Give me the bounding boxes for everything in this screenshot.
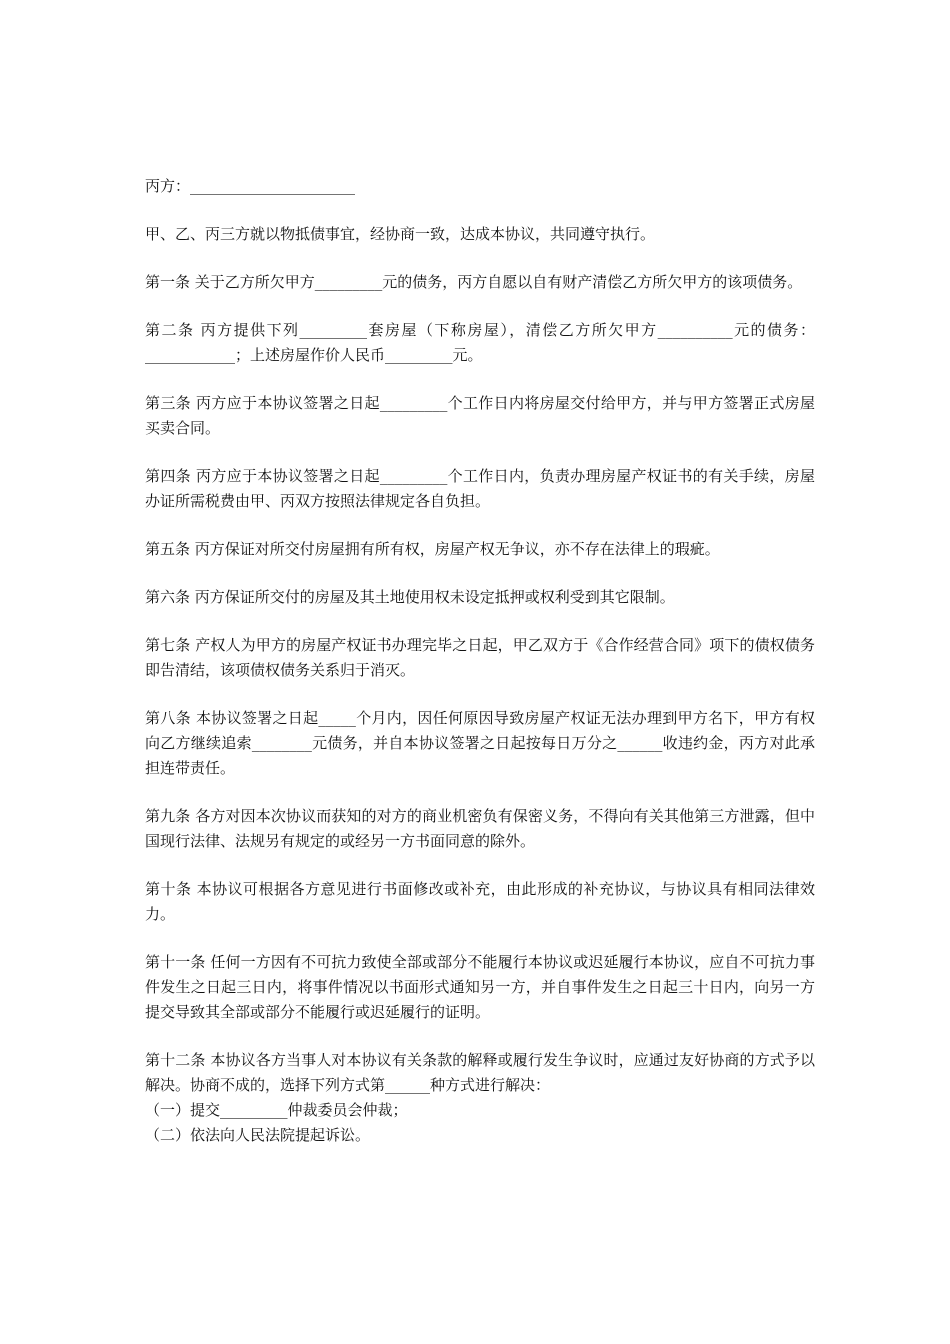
article-6: 第六条 丙方保证所交付的房屋及其土地使用权未设定抵押或权利受到其它限制。 (145, 588, 675, 606)
option-litigation: （二）依法向人民法院提起诉讼。 (145, 1126, 371, 1144)
party-c-line: 丙方：______________________ (145, 177, 356, 195)
article-11: 第十一条 任何一方因有不可抗力致使全部或部分不能履行本协议或迟延履行本协议，应自不可抗力事件发生之日起三日内，将事件情况以书面形式通知另一方，并自事件发生之日起三十日内，向另一方提交导致其全部或部分不能履行或迟延履行的证明。 (145, 953, 815, 1021)
article-1: 第一条 关于乙方所欠甲方_________元的债务，丙方自愿以自有财产清偿乙方所欠甲方的该项债务。 (145, 273, 803, 291)
article-7: 第七条 产权人为甲方的房屋产权证书办理完毕之日起，甲乙双方于《合作经营合同》项下的债权债务即告清结，该项债权债务关系归于消灭。 (145, 636, 815, 679)
article-5: 第五条 丙方保证对所交付房屋拥有所有权，房屋产权无争议，亦不存在法律上的瑕疵。 (145, 540, 720, 558)
article-4: 第四条 丙方应于本协议签署之日起_________个工作日内，负责办理房屋产权证书的有关手续，房屋办证所需税费由甲、丙双方按照法律规定各自负担。 (145, 467, 815, 510)
article-2: 第二条 丙方提供下列_________套房屋（下称房屋），清偿乙方所欠甲方__________元的债务：____________；上述房屋作价人民币_________元。 (145, 321, 815, 364)
article-12: 第十二条 本协议各方当事人对本协议有关条款的解释或履行发生争议时，应通过友好协商的方式予以解决。协商不成的，选择下列方式第______种方式进行解决： (145, 1051, 815, 1094)
article-10: 第十条 本协议可根据各方意见进行书面修改或补充，由此形成的补充协议，与协议具有相同法律效力。 (145, 880, 815, 923)
article-9: 第九条 各方对因本次协议而获知的对方的商业机密负有保密义务，不得向有关其他第三方泄露，但中国现行法律、法规另有规定的或经另一方书面同意的除外。 (145, 807, 815, 850)
article-3: 第三条 丙方应于本协议签署之日起_________个工作日内将房屋交付给甲方，并与甲方签署正式房屋买卖合同。 (145, 394, 815, 437)
preamble: 甲、乙、丙三方就以物抵债事宜，经协商一致，达成本协议，共同遵守执行。 (145, 225, 656, 243)
article-8: 第八条 本协议签署之日起_____个月内，因任何原因导致房屋产权证无法办理到甲方名下，甲方有权向乙方继续追索________元债务，并自本协议签署之日起按每日万分之______收违约金，丙方对此承担连带责任。 (145, 709, 815, 777)
option-arbitration: （一）提交_________仲裁委员会仲裁； (145, 1101, 408, 1119)
contract-body (145, 174, 815, 1148)
